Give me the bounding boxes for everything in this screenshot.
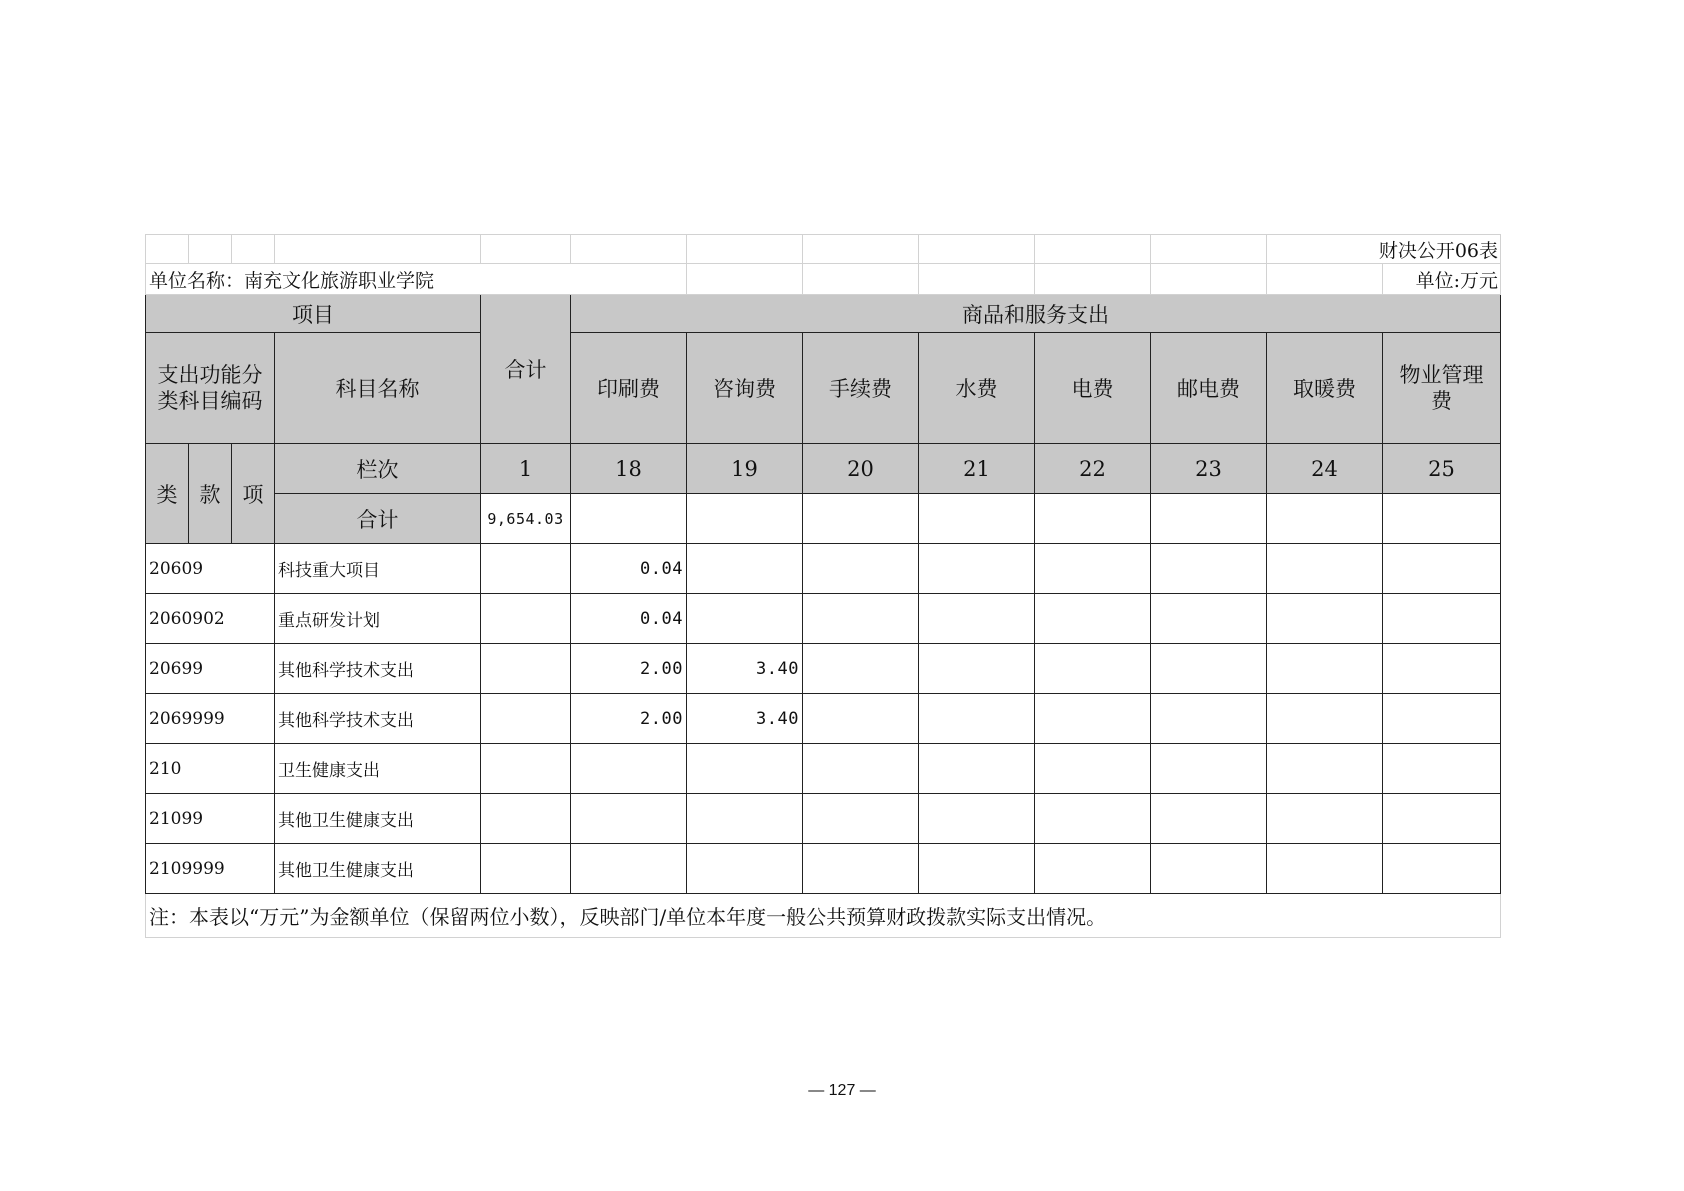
table-note: 注：本表以“万元”为金额单位（保留两位小数），反映部门/单位本年度一般公共预算财政拨款实际支出情况。 [146, 894, 1501, 938]
colno-20: 20 [803, 444, 919, 494]
row-col-19 [687, 794, 803, 844]
colno-25: 25 [1383, 444, 1501, 494]
table-row [146, 644, 1501, 694]
table-row [146, 694, 1501, 744]
colno-22: 22 [1035, 444, 1151, 494]
colno-23: 23 [1151, 444, 1267, 494]
grand-total-row [146, 494, 1501, 544]
row-col-19 [687, 744, 803, 794]
header-total: 合计 [481, 295, 571, 444]
unit-name: 单位名称：南充文化旅游职业学院 [146, 264, 687, 295]
row-col-18 [571, 744, 687, 794]
unit-row [146, 264, 1501, 295]
row-code: 2109999 [146, 844, 275, 894]
row-name: 卫生健康支出 [275, 744, 481, 794]
colno-24: 24 [1267, 444, 1383, 494]
table-id: 财决公开06表 [1267, 235, 1501, 264]
header-col-water: 水费 [919, 333, 1035, 444]
header-col-consulting: 咨询费 [687, 333, 803, 444]
table-row [146, 844, 1501, 894]
row-col-19: 3.40 [687, 644, 803, 694]
table-row [146, 744, 1501, 794]
header-subject: 科目名称 [275, 333, 481, 444]
table-row [146, 544, 1501, 594]
header-col-property: 物业管理费 [1383, 333, 1501, 444]
expenditure-table-sheet [145, 234, 1500, 938]
row-code: 20699 [146, 644, 275, 694]
row-code: 21099 [146, 794, 275, 844]
header-row-1 [146, 295, 1501, 333]
header-item: 项目 [146, 295, 481, 333]
header-col-fees: 手续费 [803, 333, 919, 444]
header-column-no: 栏次 [275, 444, 481, 494]
row-name: 其他卫生健康支出 [275, 794, 481, 844]
table-id-row [146, 235, 1501, 264]
row-col-19 [687, 844, 803, 894]
header-xiang: 项 [232, 444, 275, 544]
colno-total: 1 [481, 444, 571, 494]
row-name: 重点研发计划 [275, 594, 481, 644]
row-col-18: 2.00 [571, 694, 687, 744]
header-code: 支出功能分类科目编码 [146, 333, 275, 444]
colno-21: 21 [919, 444, 1035, 494]
row-name: 科技重大项目 [275, 544, 481, 594]
expenditure-table [145, 234, 1501, 938]
row-col-18 [571, 794, 687, 844]
header-row-2 [146, 333, 1501, 444]
row-name: 其他科学技术支出 [275, 694, 481, 744]
row-name: 其他科学技术支出 [275, 644, 481, 694]
row-col-18: 0.04 [571, 594, 687, 644]
unit-label: 单位:万元 [1383, 264, 1501, 295]
table-row [146, 594, 1501, 644]
header-col-heating: 取暖费 [1267, 333, 1383, 444]
header-lei: 类 [146, 444, 189, 544]
page-number: — 127 — [808, 1082, 876, 1099]
header-goods-services: 商品和服务支出 [571, 295, 1501, 333]
row-col-19 [687, 544, 803, 594]
row-col-18: 2.00 [571, 644, 687, 694]
row-col-19: 3.40 [687, 694, 803, 744]
note-row [146, 894, 1501, 938]
header-kuan: 款 [189, 444, 232, 544]
table-row [146, 794, 1501, 844]
row-code: 2060902 [146, 594, 275, 644]
row-code: 20609 [146, 544, 275, 594]
grand-total-value: 9,654.03 [481, 494, 571, 544]
row-col-18 [571, 844, 687, 894]
row-col-19 [687, 594, 803, 644]
row-name: 其他卫生健康支出 [275, 844, 481, 894]
colno-19: 19 [687, 444, 803, 494]
header-total-row: 合计 [275, 494, 481, 544]
colno-18: 18 [571, 444, 687, 494]
row-code: 2069999 [146, 694, 275, 744]
row-code: 210 [146, 744, 275, 794]
header-col-electricity: 电费 [1035, 333, 1151, 444]
header-row-3 [146, 444, 1501, 494]
header-col-printing: 印刷费 [571, 333, 687, 444]
row-col-18: 0.04 [571, 544, 687, 594]
header-col-postal: 邮电费 [1151, 333, 1267, 444]
